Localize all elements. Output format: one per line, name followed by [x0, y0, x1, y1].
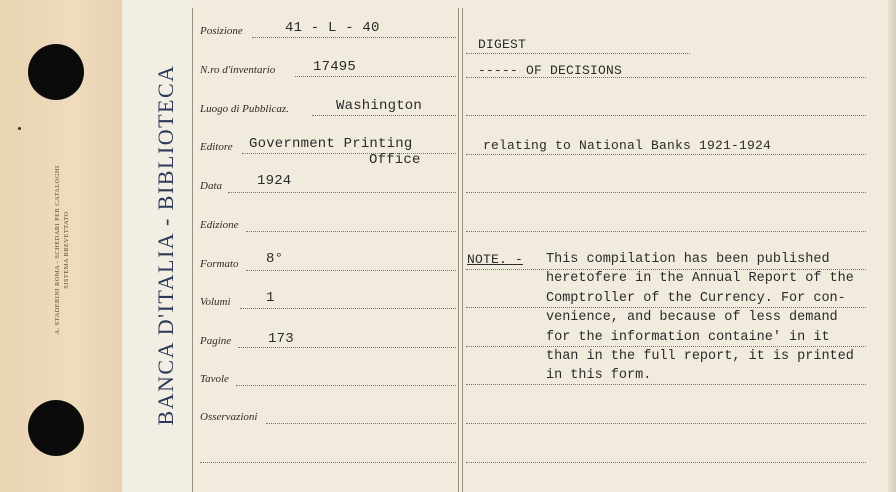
printer-imprint-line1: A. STADERINI ROMA - SCHEDARI PER CATALOGHI: [54, 165, 61, 335]
field-value-data: 1924: [257, 173, 292, 189]
field-label-luogo: Luogo di Pubblicaz.: [200, 103, 289, 115]
field-line-posizione: [252, 37, 456, 38]
note-line: than in the full report, it is printed: [546, 349, 854, 365]
field-value-volumi: 1: [266, 290, 275, 306]
note-line: venience, and because of less demand: [546, 310, 838, 326]
field-line-tavole: [236, 385, 456, 386]
field-label-posizione: Posizione: [200, 25, 243, 37]
title-line-5: [466, 192, 866, 193]
title-line-3: [466, 115, 866, 116]
field-label-osservazioni: Osservazioni: [200, 411, 258, 423]
field-line-pagine: [238, 347, 456, 348]
note-label: NOTE. -: [467, 252, 524, 267]
field-value-luogo: Washington: [336, 98, 423, 114]
title-line3: relating to National Banks 1921-1924: [483, 138, 772, 153]
field-label-pagine: Pagine: [200, 335, 232, 347]
rule-middle-2: [462, 8, 463, 492]
field-label-formato: Formato: [200, 258, 239, 270]
field-value-pagine: 173: [268, 331, 294, 347]
field-value-posizione: 41 - L - 40: [285, 20, 380, 36]
ink-speck: [18, 127, 21, 130]
punch-hole-top: [28, 44, 84, 100]
note-line-5: [466, 423, 866, 424]
rule-middle-1: [458, 8, 459, 492]
title-line-4: [466, 154, 866, 155]
library-name: BANCA D'ITALIA - BIBLIOTECA: [153, 64, 178, 426]
note-line: for the information containe' in it: [546, 329, 830, 345]
field-line-data: [228, 192, 456, 193]
printer-imprint-line2: SISTEMA BREVETTATO: [63, 211, 70, 289]
note-line-6: [466, 462, 866, 463]
field-label-edizione: Edizione: [200, 219, 239, 231]
rule-left: [192, 8, 193, 492]
binding-strip: [0, 0, 123, 492]
field-value-formato: 8°: [266, 251, 284, 267]
title-line2: ----- OF DECISIONS: [478, 63, 623, 78]
field-line-osservazioni: [266, 423, 456, 424]
field-value-inventario: 17495: [313, 59, 357, 75]
field-label-editore: Editore: [200, 141, 233, 153]
printer-imprint: [53, 165, 71, 334]
note-text: [546, 250, 854, 386]
note-line: in this form.: [546, 368, 652, 384]
title-line1: DIGEST: [478, 37, 527, 52]
field-line-volumi: [240, 308, 456, 309]
field-line-edizione: [246, 231, 456, 232]
punch-hole-bottom: [28, 400, 84, 456]
field-value-editore-line2: Office: [369, 152, 421, 168]
note-line: heretofere in the Annual Report of the: [546, 271, 854, 287]
field-line-editore: [242, 153, 456, 154]
field-line-osservazioni-2: [200, 462, 456, 463]
field-label-data: Data: [200, 180, 222, 192]
field-line-luogo: [312, 115, 456, 116]
field-label-inventario: N.ro d'inventario: [200, 64, 276, 76]
note-line: This compilation has been published: [546, 252, 830, 267]
field-line-formato: [246, 270, 456, 271]
field-label-volumi: Volumi: [200, 296, 231, 308]
field-line-inventario: [295, 76, 456, 77]
title-line-6: [466, 231, 866, 232]
field-label-tavole: Tavole: [200, 373, 229, 385]
field-value-editore: Government Printing: [249, 136, 413, 152]
card-edge: [888, 0, 896, 492]
title-line-1: [466, 53, 690, 54]
note-line: Comptroller of the Currency. For con-: [546, 290, 846, 306]
